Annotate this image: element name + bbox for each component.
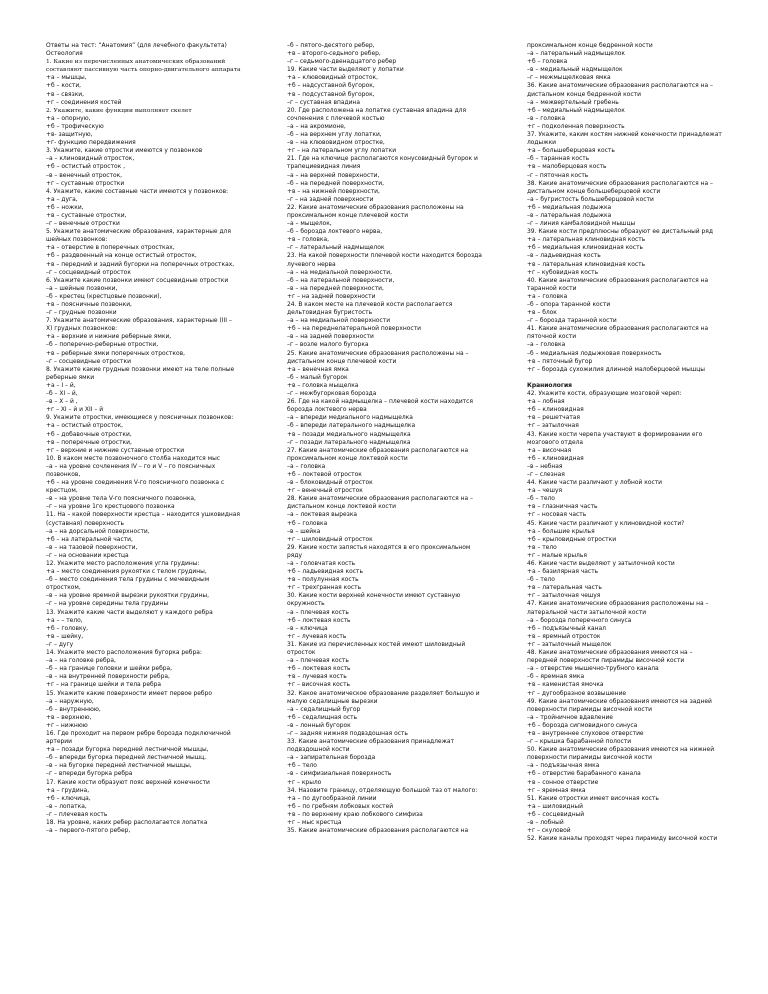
text-line: +б – клиновидная bbox=[527, 406, 584, 414]
text-line: –а – головка bbox=[287, 462, 326, 470]
text-line: +б – седалищная ость bbox=[287, 713, 358, 721]
text-line: +б – клиновидная bbox=[527, 454, 584, 462]
text-line: –в – на бугорке передней лестничной мышцы, bbox=[46, 762, 192, 770]
text-line: –в – лонный бугорок bbox=[287, 721, 351, 729]
text-line: –г – дугу bbox=[46, 640, 74, 648]
text-line: –б – борозда локтевого нерва, bbox=[287, 228, 383, 236]
text-line: –б – впереди бугорка передней лестничной мышц, bbox=[46, 754, 207, 762]
text-line: –в – на уровне тела V-го поясничного позвонка, bbox=[46, 495, 196, 503]
text-line: Остеология bbox=[46, 50, 83, 58]
text-line: +г – верхние и нижние суставные отростки bbox=[46, 446, 185, 454]
text-line: –в – на клювовидном отростке, bbox=[287, 139, 385, 147]
text-line: 25. Какие анатомические образования расположены на – bbox=[287, 349, 469, 357]
text-line: –а – клиновидный отросток, bbox=[46, 155, 135, 163]
text-line: 51. Какие отростки имеет височная кость bbox=[527, 794, 659, 802]
text-line: 27. Какие анатомические образования располагаются на bbox=[287, 446, 469, 454]
text-line: подвздошной кости bbox=[287, 746, 350, 754]
text-line: +г – борозда сухожилия длинной малоберцовой мышцы bbox=[527, 365, 705, 373]
text-line: –г – задняя нижняя подвздошная ость bbox=[287, 729, 408, 737]
text-line: 13. Укажите какие части выделяют у каждого ребра bbox=[46, 608, 213, 616]
text-line: –а – тройничное вдавление bbox=[527, 713, 613, 721]
text-line: 4. Укажите, какие составные части имеются у позвонков: bbox=[46, 187, 229, 195]
text-line: –а – плечевая кость bbox=[287, 657, 349, 665]
text-line: 50. Какие анатомические образования имеются на нижней bbox=[527, 746, 715, 754]
text-line: +а – шиловидный bbox=[527, 802, 583, 810]
text-line: 24. В каком месте на плечевой кости располагается bbox=[287, 301, 453, 308]
text-line: 1. Какие из перечисленных анатомических образований bbox=[46, 58, 226, 66]
text-line: +в – головка мыщелка bbox=[287, 381, 359, 389]
text-line: +г – дугообразное возвышение bbox=[527, 689, 627, 697]
text-line: –б – малый бугорок bbox=[287, 373, 348, 381]
text-line: +б – медиальный надмыщелок bbox=[527, 106, 625, 114]
text-line: +в – глазничная часть bbox=[527, 503, 598, 511]
text-line: окружность bbox=[287, 600, 325, 608]
text-line: +в – поперечные отростки, bbox=[46, 438, 132, 446]
text-line: +г – затылочная bbox=[527, 422, 579, 430]
text-line: +в – яремный отросток bbox=[527, 632, 601, 640]
text-line: +в – латеральная клиновидная кость bbox=[527, 260, 646, 268]
text-line: –а – локтевая вырезка bbox=[287, 511, 358, 519]
text-line: +а – клювовидный отросток, bbox=[287, 74, 378, 82]
text-line: +б – раздвоенный на конце остистый отросток, bbox=[46, 252, 197, 260]
text-line: 52. Какие каналы проходят через пирамиду височной кости bbox=[527, 835, 718, 843]
text-line: 26. Где на какой надмыщелка – плечевой кости находится bbox=[287, 398, 473, 406]
text-line: –б – таранная кость bbox=[527, 155, 590, 163]
text-line: +а – позади бугорка передней лестничной мышцы, bbox=[46, 746, 209, 754]
text-line: –г – суставная впадина bbox=[287, 98, 360, 106]
text-line: 9. Укажите отростки, имеющиеся у поясничных позвонков: bbox=[46, 414, 234, 422]
text-line: –а – на медиальной поверхности, bbox=[287, 268, 392, 276]
text-line: +б – по гребням лобковых костей bbox=[287, 802, 394, 810]
text-line: +в – тело bbox=[527, 543, 557, 551]
text-line: +а – дуга, bbox=[46, 195, 78, 203]
text-line: +б – ножки, bbox=[46, 203, 84, 211]
text-line: +а – мышцы, bbox=[46, 74, 87, 82]
text-line: 17. Какие кости образуют пояс верхней конечности bbox=[46, 778, 210, 786]
text-line: 41. Какие анатомические образования располагаются на bbox=[527, 325, 709, 333]
text-line: +в – внутреннее слуховое отверстие bbox=[527, 729, 644, 737]
text-line: +а – лобная bbox=[527, 398, 565, 406]
text-line: 43. Какие кости черепа участвуют в формировании его bbox=[527, 430, 703, 438]
text-line: –б – на латеральной поверхности, bbox=[287, 276, 395, 284]
text-line: +в – поясничные позвонки, bbox=[46, 301, 132, 308]
text-line: +а – верхние и нижние реберные ямки, bbox=[46, 333, 172, 341]
text-line: 38. Какие анатомические образования располагаются на – bbox=[527, 179, 713, 187]
text-line: 28. Какие анатомические образования располагаются на – bbox=[287, 495, 473, 503]
text-line: +б – медиальная лодыжка bbox=[527, 203, 612, 211]
text-line: –в – ладьевидная кость bbox=[527, 252, 601, 260]
text-line: лодыжки bbox=[527, 139, 557, 147]
text-line: –а – борозда поперечного синуса bbox=[527, 616, 632, 624]
text-line: +в – шейку, bbox=[46, 632, 84, 640]
text-line: –г – межбугорковая борозда bbox=[287, 390, 377, 398]
text-line: –а – латеральный надмыщелок bbox=[527, 50, 625, 58]
text-line: –а – первого-пятого ребер, bbox=[46, 827, 131, 835]
text-line: дельтовидная бугристость bbox=[287, 309, 373, 317]
text-line: составляют пассивную часть опорно-двигательного аппарата bbox=[46, 66, 241, 74]
text-line: +в – латеральная часть bbox=[527, 584, 602, 592]
text-line: +а – опорную, bbox=[46, 114, 91, 122]
text-line: +в – лучевая кость bbox=[287, 673, 347, 681]
text-line: 10. В каком месте позвоночного столба находится мыс bbox=[46, 454, 221, 462]
text-line: –б – медиальная лодыжковая поверхность bbox=[527, 349, 662, 357]
text-line: –б – на границе головки и шейки ребра, bbox=[46, 665, 173, 673]
text-line: дистальном конце плечевой кости bbox=[287, 357, 397, 365]
text-line: 45. Какие части различают у клиновидной кости? bbox=[527, 519, 685, 527]
text-line: –в – лобный bbox=[527, 819, 564, 826]
text-line: +в – блок bbox=[527, 309, 557, 317]
text-line: –в – на уровне яремной вырезки рукоятки грудины, bbox=[46, 592, 209, 600]
text-line: +б – трофическую bbox=[46, 122, 104, 130]
text-line: –а – плечевая кость bbox=[287, 608, 349, 616]
text-line: –г – сосцевидные отростки bbox=[46, 357, 131, 365]
text-line: передней поверхности пирамиды височной кости bbox=[527, 657, 685, 665]
text-line: малую седалищные вырезки bbox=[287, 697, 378, 705]
text-line: –в – на задней поверхности bbox=[287, 333, 374, 341]
text-line: +в- защитную, bbox=[46, 131, 93, 139]
text-line: +б – на уровне соединения V-го поясничного позвонка с bbox=[46, 479, 225, 487]
text-line: латеральной части затылочной кости bbox=[527, 608, 647, 616]
text-line: 6. Укажите какие позвонки имеют сосцевидные отростки bbox=[46, 276, 229, 284]
text-line: +г – шиловидный отросток bbox=[287, 535, 373, 543]
text-line: +г – височная кость bbox=[287, 681, 351, 689]
text-line: –а – запирательная борозда bbox=[287, 754, 376, 762]
text-line: ряду bbox=[287, 551, 302, 559]
text-line: –г – седьмого-двенадцатого ребер bbox=[287, 58, 397, 66]
text-line: +б – головка bbox=[527, 58, 568, 66]
text-line: 3. Укажите, какие отростки имеются у позвонков bbox=[46, 147, 203, 155]
text-line: 19. Какие части выделяют у лопатки bbox=[287, 66, 404, 74]
text-line: +а – головка bbox=[527, 292, 568, 300]
text-line: +в – позади медиального надмыщелка bbox=[287, 430, 411, 438]
text-line: +в – каменистая ямочка bbox=[527, 681, 604, 689]
text-line: +б – ключица, bbox=[46, 794, 91, 802]
text-line: +б – добавочные отростки, bbox=[46, 430, 132, 438]
text-line: Краниология bbox=[527, 381, 572, 389]
text-line: –б – внутреннюю, bbox=[46, 705, 101, 713]
text-line: –в – ключица bbox=[287, 624, 328, 632]
text-line: +в – подсуставной бугорок, bbox=[287, 90, 375, 98]
text-line: –в – головка bbox=[527, 114, 566, 122]
text-line: реберные ямки bbox=[46, 373, 95, 381]
text-line: –а – на медиальной поверхности bbox=[287, 317, 391, 325]
text-line: –г – латеральный надмыщелок bbox=[287, 244, 385, 252]
text-line: +а – височная bbox=[527, 446, 572, 454]
text-line: +б – отверстие барабанного канала bbox=[527, 770, 641, 778]
text-line: дистальном конце локтевой кости bbox=[287, 503, 396, 511]
text-line: –г – сосцевидный отросток bbox=[46, 268, 131, 276]
text-line: артерии bbox=[46, 738, 73, 746]
text-line: –г – крышка барабанной полости bbox=[527, 738, 632, 746]
text-line: –б – место соединения тела грудины с мечевидным bbox=[46, 576, 210, 584]
text-line: +в – передний и задний бугорки на поперечных отростках, bbox=[46, 260, 235, 268]
text-line: –б – поперечно-реберные отростки, bbox=[46, 341, 159, 349]
text-line: –а – шейные позвонки, bbox=[46, 284, 118, 292]
text-line: –б – яремная ямка bbox=[527, 673, 585, 681]
text-line: отростком, bbox=[46, 584, 81, 592]
text-line: борозда локтевого нерва bbox=[287, 406, 367, 414]
text-line: 30. Какие кости верхней конечности имеют суставную bbox=[287, 592, 461, 600]
text-line: –в – лопатка, bbox=[46, 802, 87, 810]
text-line: +в – головка, bbox=[287, 236, 330, 244]
text-line: +б – остистый отросток , bbox=[46, 163, 125, 171]
text-line: 34. Назовите границу, отделяющую большой таз от малого: bbox=[287, 786, 478, 794]
text-line: +а – большие крылья bbox=[527, 527, 595, 535]
text-line: –б – тело bbox=[527, 495, 555, 503]
text-line: проксимальном конце плечевой кости bbox=[287, 211, 409, 219]
text-line: –а – головка bbox=[527, 341, 566, 349]
text-line: проксимальном конце локтевой кости bbox=[287, 454, 408, 462]
text-line: 20. Где расположена на лопатке суставная впадина для bbox=[287, 106, 467, 114]
text-line: (суставная) поверхность bbox=[46, 519, 124, 527]
text-line: 29. Какие кости запястья находятся в его проксимальном bbox=[287, 543, 471, 551]
text-line: мозгового отдела bbox=[527, 438, 584, 446]
text-line: +в – сонное отверстие bbox=[527, 778, 599, 786]
text-line: +б – головка bbox=[287, 519, 328, 527]
text-line: +б – надсуставной бугорок, bbox=[287, 82, 375, 90]
text-line: –б – на передней поверхности, bbox=[287, 179, 385, 187]
text-line: +б – ладьевидная кость bbox=[287, 568, 363, 576]
text-line: +б – медиальная клиновидная кость bbox=[527, 244, 644, 252]
text-line: лучевого нерва bbox=[287, 260, 336, 268]
text-line: 16. Где проходит на первом ребре борозда подключичной bbox=[46, 729, 231, 737]
text-line: –в – на передней поверхности, bbox=[287, 284, 384, 292]
text-line: 49. Какие анатомические образования имеются на задней bbox=[527, 697, 712, 705]
text-line: +б – борозда сигмовидного синуса bbox=[527, 721, 638, 729]
text-line: 14. Укажите место расположения бугорка ребра: bbox=[46, 649, 202, 657]
text-line: –в – блоковидный отросток bbox=[287, 479, 373, 487]
text-line: –б – впереди латерального надмыщелка bbox=[287, 422, 416, 430]
text-line: +г – затылочная чешуя bbox=[527, 592, 601, 600]
text-line: 5. Укажите анатомические образования, характерные для bbox=[46, 228, 231, 236]
text-line: трапециевидная линия bbox=[287, 163, 361, 171]
text-line: +б – сосцевидный bbox=[527, 810, 585, 818]
text-line: +г – на границе шейки и тела ребра bbox=[46, 681, 162, 689]
text-line: +а – чешуя bbox=[527, 487, 563, 495]
text-line: –б – опора таранной кости bbox=[527, 301, 611, 308]
text-line: +б – локтевая кость bbox=[287, 665, 351, 673]
text-line: шейных позвонков: bbox=[46, 236, 108, 244]
text-line: –б – на верхнем углу лопатки, bbox=[287, 131, 382, 139]
text-line: –б – крестец (крестцовые позвонки), bbox=[46, 292, 162, 300]
text-line: +в – реберные ямки поперечных отростков, bbox=[46, 349, 185, 357]
text-line: –а – впереди медиального надмыщелка bbox=[287, 414, 413, 422]
text-line: –а – подъязычная ямка bbox=[527, 762, 600, 770]
text-line: –в – на тазовой поверхности, bbox=[46, 543, 138, 551]
text-line: +а – базилярная часть bbox=[527, 568, 599, 576]
text-line: 42. Укажите кости, образующие мозговой череп: bbox=[527, 390, 682, 398]
text-line: –б – пятого-десятого ребер, bbox=[287, 42, 375, 49]
text-line: –в – медиальный надмыщелок bbox=[527, 66, 623, 74]
text-line: +г – носовая часть bbox=[527, 511, 587, 519]
text-line: +г – суставные отростки bbox=[46, 179, 125, 187]
text-line: –г – возле малого бугорка bbox=[287, 341, 369, 349]
text-line: 37. Укажите, каким костям нижней конечности принадлежат bbox=[527, 131, 722, 139]
text-line: –г – линия камбаловидной мышцы bbox=[527, 220, 636, 228]
text-line: +а – венечная ямка bbox=[287, 365, 349, 373]
text-line: +г – на задней поверхности bbox=[287, 292, 376, 300]
text-line: –г – венечные отростки bbox=[46, 220, 120, 228]
text-line: 46. Какие части выделяют у затылочной кости bbox=[527, 560, 675, 567]
text-line: +б – кости, bbox=[46, 82, 82, 90]
text-line: –б – XI – й, bbox=[46, 390, 78, 398]
text-line: поверхности пирамиды височной кости bbox=[527, 705, 652, 713]
text-line: 44. Какие части различают у лобной кости bbox=[527, 479, 663, 487]
text-line: +г – мыс крестца bbox=[287, 819, 342, 826]
text-line: +а – грудина, bbox=[46, 786, 90, 794]
text-line: –а – на верхней поверхности, bbox=[287, 171, 380, 179]
text-line: –в – X – й , bbox=[46, 398, 78, 406]
text-line: +б – тело bbox=[287, 762, 317, 770]
text-line: +г – лучевая кость bbox=[287, 632, 347, 640]
text-line: +в – полулунная кость bbox=[287, 576, 359, 584]
text-line: +г – скуловой bbox=[527, 827, 571, 835]
text-line: +г – крыло bbox=[287, 778, 322, 786]
text-line: крестцом, bbox=[46, 487, 78, 495]
text-line: +б – на переднелатеральной поверхности bbox=[287, 325, 421, 333]
text-line: +а – большеберцовая кость bbox=[527, 147, 615, 155]
text-line: –а – бугристость большеберцовой кости bbox=[527, 195, 654, 203]
text-line: –а – на дорсальной поверхности, bbox=[46, 527, 150, 535]
text-line: –в – симфизиальная поверхность bbox=[287, 770, 392, 778]
text-line: –а – на головке ребра, bbox=[46, 657, 116, 665]
text-line: 39. Какие кости предплюсны образуют ее дистальный ряд bbox=[527, 228, 713, 236]
text-line: +а – отверстие в поперечных отростках, bbox=[46, 244, 175, 252]
text-line: отросток bbox=[287, 649, 316, 657]
text-line: пяточной кости bbox=[527, 333, 577, 341]
text-line: +б – локтевой отросток bbox=[287, 470, 362, 478]
text-line: 22. Какие анатомические образования расположены на bbox=[287, 203, 464, 211]
text-line: +в – суставные отростки, bbox=[46, 211, 127, 219]
text-line: проксимальном конце бедренной кости bbox=[527, 42, 653, 49]
text-line: –г – межмыщелковая ямка bbox=[527, 74, 611, 82]
text-line: –г – пяточная кость bbox=[527, 171, 589, 179]
text-line: –г – плечевая кость bbox=[46, 810, 108, 818]
text-line: +г – соединения костей bbox=[46, 98, 122, 106]
text-line: –б – тело bbox=[527, 576, 555, 584]
text-line: 36. Какие анатомические образования располагаются на – bbox=[527, 82, 713, 90]
text-line: +в – верхнюю, bbox=[46, 713, 92, 721]
text-line: –а – межвертельный гребень bbox=[527, 98, 619, 106]
text-line: X) грудных позвонков: bbox=[46, 325, 118, 333]
text-line: –г – борозда таранной кости bbox=[527, 317, 617, 325]
text-line: +г – малые крылья bbox=[527, 551, 587, 559]
text-line: 33. Какие анатомические образования принадлежат bbox=[287, 738, 455, 746]
text-line: 23. На какой поверхности плечевой кости находится борозда bbox=[287, 252, 482, 260]
text-line: +а – место соединения рукоятки с телом грудины, bbox=[46, 568, 207, 576]
text-line: 8. Укажите какие грудные позвонки имеют на теле полные bbox=[46, 365, 235, 373]
text-line: +г – венечный отросток bbox=[287, 487, 363, 495]
text-line: +а – I – й, bbox=[46, 381, 76, 389]
text-line: +в – связки, bbox=[46, 90, 85, 98]
text-line: 2. Укажите, какие функции выполняет скелет bbox=[46, 106, 192, 114]
text-line: –в – на внутренней поверхности ребра, bbox=[46, 673, 170, 681]
text-line: +а – остистый отросток, bbox=[46, 422, 124, 430]
text-line: –г – впереди бугорка ребра bbox=[46, 770, 133, 778]
text-line: дистальном конце большеберцовой кости bbox=[527, 187, 661, 195]
text-line: дистальном конце бедренной кости bbox=[527, 90, 641, 98]
text-line: –г – на уровне 1го крестцового позвонка bbox=[46, 503, 175, 511]
text-line: –г – слезная bbox=[527, 470, 565, 478]
column-right bbox=[527, 42, 763, 843]
text-line: +г – XI – й и XII – й bbox=[46, 406, 104, 414]
text-line: 12. Укажите место расположения угла грудины: bbox=[46, 560, 200, 567]
text-line: –а – на акромионе, bbox=[287, 122, 346, 130]
text-line: +а – – тело, bbox=[46, 616, 83, 624]
text-line: Ответы на тест: “Анатомия” (для лечебного факультета) bbox=[46, 42, 227, 49]
text-line: +г – яремная ямка bbox=[527, 786, 586, 794]
text-line: позвонков, bbox=[46, 470, 81, 478]
text-line: +в – по верхнему краю лобкового симфиза bbox=[287, 810, 423, 818]
text-line: –в – шейка bbox=[287, 527, 321, 535]
text-line: 11. На – какой поверхности крестца – находится ушковидная bbox=[46, 511, 240, 519]
text-line: 35. Какие анатомические образования располагаются на bbox=[287, 827, 469, 835]
text-line: +б – на латеральной части, bbox=[46, 535, 133, 543]
text-line: таранной кости bbox=[527, 284, 577, 292]
text-line: +г – трехгранная кость bbox=[287, 584, 362, 592]
text-line: +б – подъязычный канал bbox=[527, 624, 606, 632]
text-line: +г – на латеральном углу лопатки bbox=[287, 147, 397, 155]
text-line: 7. Укажите анатомические образования, характерные (III – bbox=[46, 317, 232, 325]
text-line: –в – небная bbox=[527, 462, 563, 470]
text-line: –г – на уровне середины тела грудины bbox=[46, 600, 169, 608]
text-line: +б – головку, bbox=[46, 624, 89, 632]
text-line: +в – на нижней поверхности, bbox=[287, 187, 380, 195]
text-line: +б – локтевая кость bbox=[287, 616, 351, 624]
text-line: +г – затылочный мыщелок bbox=[527, 640, 612, 648]
text-line: сочленения с плечевой костью bbox=[287, 114, 385, 122]
text-line: –в – латеральная лодыжка bbox=[527, 211, 612, 219]
text-line: 47. Какие анатомические образования расположены на – bbox=[527, 600, 709, 608]
text-line bbox=[527, 374, 763, 382]
text-line: +а – по дугообразной линии bbox=[287, 794, 377, 802]
text-line: –г – на задней поверхности bbox=[287, 195, 374, 203]
text-line: +в – решетчатая bbox=[527, 414, 580, 422]
text-line: 21. Где на ключице располагаются конусовидный бугорок и bbox=[287, 155, 478, 163]
text-line: +а – латеральная клиновидная кость bbox=[527, 236, 646, 244]
text-line: –г – грудные позвонки bbox=[46, 309, 117, 317]
text-line: –а – отверстие мышечно-трубного канала bbox=[527, 665, 659, 673]
text-line: –а – мыщелок, bbox=[287, 220, 332, 228]
column-left bbox=[46, 42, 282, 835]
text-line: –а – наружную, bbox=[46, 697, 94, 705]
text-line: –а – головчатая кость bbox=[287, 560, 356, 567]
text-line: поверхности пирамиды височной кости bbox=[527, 754, 652, 762]
text-line: –в – венечный отросток, bbox=[46, 171, 123, 179]
text-line: –г – позади латерального надмыщелка bbox=[287, 438, 411, 446]
text-line: +г – кубовидная кость bbox=[527, 268, 599, 276]
text-line: 15. Укажите какие поверхности имеет первое ребро bbox=[46, 689, 212, 697]
text-line: +б – крыловидные отростки bbox=[527, 535, 617, 543]
text-line: +в – пяточный бугор bbox=[527, 357, 593, 365]
column-middle bbox=[287, 42, 523, 835]
text-line: 32. Какое анатомическое образование разделяет большую и bbox=[287, 689, 480, 697]
text-line: +в – малоберцовая кость bbox=[527, 163, 607, 171]
text-line: –г – на основании крестца bbox=[46, 551, 129, 559]
text-line: 40. Какие анатомические образования располагаются на bbox=[527, 276, 709, 284]
text-line: 31. Какие из перечисленных костей имеют шиловидный bbox=[287, 640, 466, 648]
text-line: +г- функцию передвижения bbox=[46, 139, 136, 147]
text-line: –а – на уровне сочленения IV – го и V – го поясничных bbox=[46, 462, 216, 470]
text-line: +г – нижнюю bbox=[46, 721, 88, 729]
text-line: +г – подколенная поверхность bbox=[527, 122, 625, 130]
text-line: –а – седалищный бугор bbox=[287, 705, 361, 713]
text-line: +в – второго-седьмого ребер, bbox=[287, 50, 381, 58]
text-line: 48. Какие анатомические образования имеются на – bbox=[527, 649, 693, 657]
text-line: 18. На уровне, каких ребер располагается лопатка bbox=[46, 819, 208, 826]
